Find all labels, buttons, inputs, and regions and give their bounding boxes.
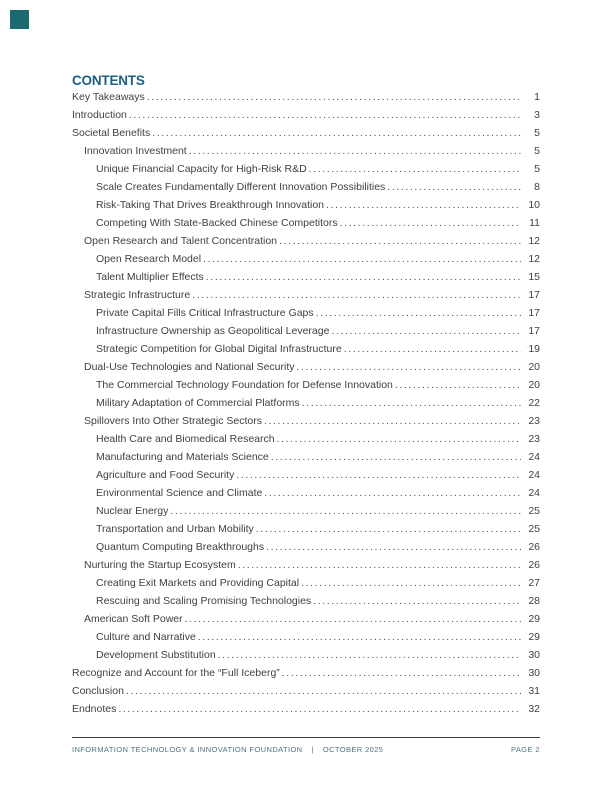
dot-leader [238, 556, 521, 574]
dot-leader [344, 340, 521, 358]
toc-entry-title: Open Research and Talent Concentration [84, 235, 278, 247]
toc-entry-title: Transportation and Urban Mobility [96, 523, 254, 535]
toc-entry[interactable] [72, 142, 540, 160]
dot-leader [266, 538, 521, 556]
toc-entry[interactable] [72, 484, 540, 502]
toc-entry[interactable] [72, 430, 540, 448]
toc-entry-page-number: 25 [528, 523, 540, 535]
toc-entry[interactable] [72, 322, 540, 340]
dot-leader [387, 178, 521, 196]
toc-entry[interactable] [72, 628, 540, 646]
toc-entry-page-number: 26 [528, 559, 540, 571]
toc-entry[interactable] [72, 358, 540, 376]
dot-leader [192, 286, 521, 304]
toc-entry-title: Endnotes [72, 703, 117, 715]
toc-entry-page-number: 24 [528, 451, 540, 463]
toc-entry-title: Conclusion [72, 685, 124, 697]
toc-entry[interactable] [72, 304, 540, 322]
toc-entry[interactable] [72, 340, 540, 358]
dot-leader [126, 682, 521, 700]
dot-leader [129, 106, 521, 124]
toc-entry[interactable] [72, 664, 540, 682]
dot-leader [264, 412, 521, 430]
dot-leader [316, 304, 521, 322]
toc-entry-title: Unique Financial Capacity for High-Risk R&D [96, 163, 307, 175]
dot-leader [170, 502, 521, 520]
toc-entry-title: Health Care and Biomedical Research [96, 433, 275, 445]
toc-entry-page-number: 11 [529, 217, 540, 229]
toc-entry-page-number: 20 [528, 361, 540, 373]
footer-organization: INFORMATION TECHNOLOGY & INNOVATION FOUNDATION [72, 745, 303, 754]
dot-leader [189, 142, 521, 160]
toc-entry[interactable] [72, 160, 540, 178]
dot-leader [256, 520, 521, 538]
toc-entry-title: Open Research Model [96, 253, 202, 265]
toc-entry-page-number: 20 [528, 379, 540, 391]
dot-leader [264, 484, 521, 502]
toc-entry-page-number: 17 [528, 307, 540, 319]
toc-entry-title: The Commercial Technology Foundation for Defense Innovation [96, 379, 393, 391]
toc-entry[interactable] [72, 466, 540, 484]
dot-leader [236, 466, 521, 484]
toc-entry-title: Military Adaptation of Commercial Platforms [96, 397, 300, 409]
toc-entry-page-number: 12 [528, 235, 540, 247]
toc-entry-page-number: 30 [528, 667, 540, 679]
footer-org-date [72, 745, 383, 754]
dot-leader [118, 700, 521, 718]
dot-leader [340, 214, 521, 232]
dot-leader [313, 592, 521, 610]
toc-entry-page-number: 1 [534, 91, 540, 103]
toc-entry[interactable] [72, 592, 540, 610]
toc-entry-title: Infrastructure Ownership as Geopolitical Leverage [96, 325, 330, 337]
toc-entry-page-number: 10 [528, 199, 540, 211]
toc-entry[interactable] [72, 178, 540, 196]
dot-leader [301, 574, 521, 592]
toc-entry-title: Dual-Use Technologies and National Security [84, 361, 295, 373]
toc-entry-page-number: 24 [528, 487, 540, 499]
toc-entry-title: Key Takeaways [72, 91, 145, 103]
toc-entry-title: Risk-Taking That Drives Breakthrough Innovation [96, 199, 325, 211]
dot-leader [206, 268, 521, 286]
contents-heading: CONTENTS [72, 73, 145, 88]
toc-entry-page-number: 8 [534, 181, 540, 193]
toc-entry-page-number: 3 [534, 109, 540, 121]
toc-entry-title: Introduction [72, 109, 127, 121]
toc-entry-title: Development Substitution [96, 649, 216, 661]
toc-entry[interactable] [72, 250, 540, 268]
dot-leader [309, 160, 521, 178]
toc-entry-page-number: 30 [528, 649, 540, 661]
dot-leader [277, 430, 521, 448]
dot-leader [395, 376, 521, 394]
toc-entry[interactable] [72, 502, 540, 520]
toc-entry[interactable] [72, 646, 540, 664]
toc-entry[interactable] [72, 520, 540, 538]
toc-entry-page-number: 5 [534, 145, 540, 157]
toc-entry-page-number: 17 [528, 289, 540, 301]
toc-entry-title: Private Capital Fills Critical Infrastructure Gaps [96, 307, 314, 319]
corner-brand-mark [10, 10, 29, 29]
toc-entry[interactable] [72, 376, 540, 394]
dot-leader [282, 664, 521, 682]
toc-entry-title: Strategic Competition for Global Digital Infrastructure [96, 343, 342, 355]
toc-entry[interactable] [72, 700, 540, 718]
toc-entry-page-number: 5 [534, 127, 540, 139]
toc-entry-page-number: 12 [528, 253, 540, 265]
toc-entry[interactable] [72, 286, 540, 304]
toc-entry-page-number: 28 [528, 595, 540, 607]
toc-entry[interactable] [72, 412, 540, 430]
toc-entry-page-number: 23 [528, 415, 540, 427]
dot-leader [302, 394, 521, 412]
toc-entry[interactable] [72, 682, 540, 700]
dot-leader [152, 124, 521, 142]
toc-entry-page-number: 27 [528, 577, 540, 589]
toc-entry-page-number: 17 [528, 325, 540, 337]
dot-leader [198, 628, 521, 646]
toc-entry-title: Creating Exit Markets and Providing Capital [96, 577, 300, 589]
toc-entry-page-number: 31 [528, 685, 540, 697]
toc-entry-title: Agriculture and Food Security [96, 469, 235, 481]
toc-entry-page-number: 24 [528, 469, 540, 481]
toc-entry-page-number: 15 [528, 271, 540, 283]
dot-leader [279, 232, 521, 250]
toc-entry-title: American Soft Power [84, 613, 183, 625]
toc-entry-page-number: 5 [534, 163, 540, 175]
toc-entry-title: Quantum Computing Breakthroughs [96, 541, 265, 553]
toc-entry[interactable] [72, 214, 540, 232]
toc-entry-title: Strategic Infrastructure [84, 289, 191, 301]
toc-entry[interactable] [72, 448, 540, 466]
footer-page-number: PAGE 2 [511, 745, 540, 754]
toc-entry-page-number: 26 [528, 541, 540, 553]
footer-separator: | [311, 745, 314, 754]
table-of-contents [72, 88, 540, 718]
dot-leader [271, 448, 521, 466]
toc-entry-title: Rescuing and Scaling Promising Technologies [96, 595, 312, 607]
toc-entry[interactable] [72, 574, 540, 592]
dot-leader [331, 322, 521, 340]
toc-entry-page-number: 29 [528, 631, 540, 643]
toc-entry[interactable] [72, 538, 540, 556]
dot-leader [297, 358, 521, 376]
toc-entry-title: Manufacturing and Materials Science [96, 451, 269, 463]
toc-entry-page-number: 32 [528, 703, 540, 715]
toc-entry-page-number: 29 [528, 613, 540, 625]
toc-entry-title: Societal Benefits [72, 127, 151, 139]
dot-leader [147, 88, 521, 106]
toc-entry-title: Scale Creates Fundamentally Different Innovation Possibilities [96, 181, 386, 193]
toc-entry[interactable] [72, 268, 540, 286]
dot-leader [203, 250, 521, 268]
toc-entry-page-number: 25 [528, 505, 540, 517]
toc-entry-title: Competing With State-Backed Chinese Competitors [96, 217, 338, 229]
toc-entry[interactable] [72, 556, 540, 574]
toc-entry[interactable] [72, 106, 540, 124]
toc-entry[interactable] [72, 610, 540, 628]
toc-entry[interactable] [72, 196, 540, 214]
toc-entry-title: Talent Multiplier Effects [96, 271, 204, 283]
dot-leader [185, 610, 521, 628]
toc-entry[interactable] [72, 124, 540, 142]
toc-entry[interactable] [72, 232, 540, 250]
toc-entry-title: Culture and Narrative [96, 631, 196, 643]
toc-entry[interactable] [72, 88, 540, 106]
toc-entry-page-number: 19 [528, 343, 540, 355]
toc-entry-title: Environmental Science and Climate [96, 487, 263, 499]
toc-entry-title: Recognize and Account for the “Full Iceberg” [72, 667, 280, 679]
toc-entry-title: Innovation Investment [84, 145, 187, 157]
toc-entry-title: Spillovers Into Other Strategic Sectors [84, 415, 262, 427]
dot-leader [218, 646, 521, 664]
toc-entry-page-number: 22 [528, 397, 540, 409]
toc-entry-title: Nuclear Energy [96, 505, 169, 517]
dot-leader [326, 196, 521, 214]
toc-entry-title: Nurturing the Startup Ecosystem [84, 559, 236, 571]
page-footer [72, 737, 540, 754]
footer-date: OCTOBER 2025 [322, 745, 384, 754]
toc-entry-page-number: 23 [528, 433, 540, 445]
toc-entry[interactable] [72, 394, 540, 412]
